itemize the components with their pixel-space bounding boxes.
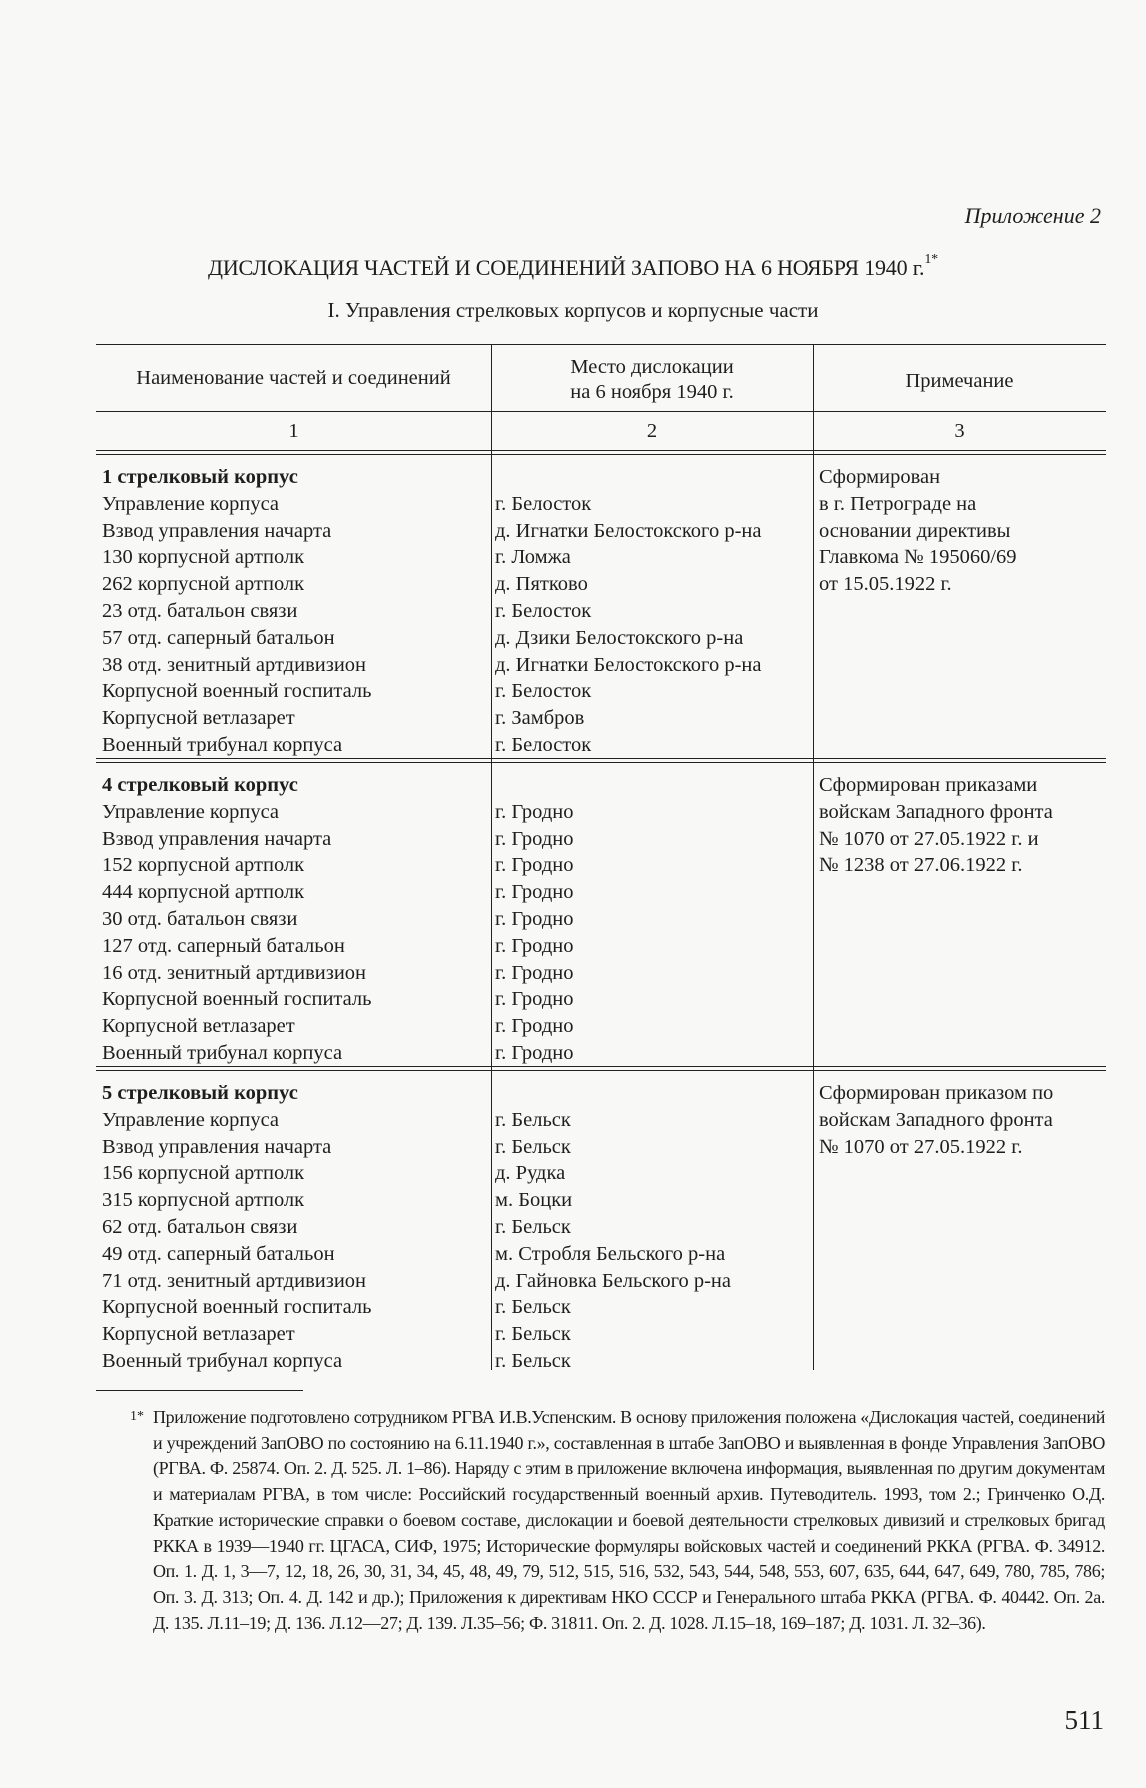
note-line: № 1070 от 27.05.1922 г. и [819,827,1039,850]
note-line: войскам Западного фронта [819,800,1053,823]
unit-location: г. Гродно [495,827,574,850]
unit-location: г. Бельск [495,1135,571,1158]
unit-name: 152 корпусной артполк [102,854,305,877]
unit-name: Военный трибунал корпуса [102,1041,343,1064]
unit-name: 30 отд. батальон связи [102,907,298,930]
note-line: № 1070 от 27.05.1922 г. [819,1135,1023,1158]
unit-location: д. Дзики Белостокского р-на [495,626,744,649]
table-row [96,598,1106,625]
unit-name: 130 корпусной артполк [102,546,305,569]
unit-name: 156 корпусной артполк [102,1162,305,1185]
column-header-name: Наименование частей и соединений [136,367,451,389]
numbers-double-rule [96,450,1106,455]
column-header-location-line2: на 6 ноября 1940 г. [570,381,734,403]
section-title: I. Управления стрелковых корпусов и корпусные части [327,298,819,322]
column-header-location [491,355,813,405]
unit-location: д. Игнатки Белостокского р-на [495,519,762,542]
corps-group [96,772,1106,1067]
unit-location: г. Белосток [495,680,592,703]
header-rule [96,411,1106,412]
unit-name: Взвод управления начарта [102,827,332,850]
unit-location: г. Бельск [495,1296,571,1319]
unit-name: 49 отд. саперный батальон [102,1242,335,1265]
note-line: № 1238 от 27.06.1922 г. [819,854,1023,877]
unit-name: Корпусной военный госпиталь [102,680,372,703]
footnote-mark: 1* [130,1409,144,1424]
unit-location: г. Гродно [495,1041,574,1064]
table-row [96,1348,1106,1375]
table-row [96,879,1106,906]
unit-location: г. Гродно [495,907,574,930]
unit-name: Корпусной ветлазарет [102,707,295,730]
table-row [96,1187,1106,1214]
note-line: в г. Петрограде на [819,492,977,515]
table-row [96,1294,1106,1321]
unit-name: Военный трибунал корпуса [102,1349,343,1372]
column-header-location-line1: Место дислокации [570,356,734,378]
unit-location: г. Бельск [495,1215,571,1238]
unit-location: д. Пятково [495,573,588,596]
table-top-rule [96,344,1106,345]
title-footnote-mark: 1* [924,251,938,267]
corps-group [96,1080,1106,1375]
unit-name: 23 отд. батальон связи [102,599,298,622]
unit-name: 62 отд. батальон связи [102,1215,298,1238]
unit-location: г. Бельск [495,1349,571,1372]
table-row [96,1160,1106,1187]
unit-location: г. Гродно [495,961,574,984]
note-line: основании директивы [819,519,1011,542]
unit-location: г. Гродно [495,934,574,957]
unit-location: г. Гродно [495,854,574,877]
unit-name: 71 отд. зенитный артдивизион [102,1269,367,1292]
note-line: от 15.05.1922 г. [819,573,952,596]
column-header-note: Примечание [905,370,1014,392]
unit-location: г. Гродно [495,800,574,823]
corps-note [819,772,1053,879]
unit-location: г. Белосток [495,599,592,622]
unit-location: г. Гродно [495,1015,574,1038]
unit-location: г. Бельск [495,1108,571,1131]
unit-name: Корпусной военный госпиталь [102,988,372,1011]
corps-group [96,464,1106,759]
corps-note [819,1080,1053,1160]
title-text: ДИСЛОКАЦИЯ ЧАСТЕЙ И СОЕДИНЕНИЙ ЗАПОВО НА 6 НОЯБРЯ 1940 г. [208,255,925,280]
unit-name: 127 отд. саперный батальон [102,934,345,957]
unit-location: г. Ломжа [495,546,571,569]
table-row [96,705,1106,732]
unit-location: д. Гайновка Бельского р-на [495,1269,732,1292]
unit-location: м. Боцки [495,1189,573,1212]
group-divider [96,758,1106,763]
unit-name: 262 корпусной артполк [102,573,305,596]
table-row [96,1321,1106,1348]
unit-name: 57 отд. саперный батальон [102,626,335,649]
unit-name: Корпусной ветлазарет [102,1323,295,1346]
note-line: Сформирован [819,466,941,488]
page-title [0,251,1146,281]
table-row [96,678,1106,705]
unit-name: Управление корпуса [102,492,280,515]
unit-name: 16 отд. зенитный артдивизион [102,961,367,984]
unit-location: г. Белосток [495,733,592,756]
unit-location: г. Гродно [495,881,574,904]
note-line: Сформирован приказами [819,774,1038,796]
unit-location: г. Замбров [495,707,585,730]
unit-location: д. Рудка [495,1162,566,1185]
unit-name: Взвод управления начарта [102,519,332,542]
note-line: войскам Западного фронта [819,1108,1053,1131]
table-row [96,933,1106,960]
unit-name: Корпусной ветлазарет [102,1015,295,1038]
corps-name: 5 стрелковый корпус [102,1082,298,1104]
unit-name: Управление корпуса [102,1108,280,1131]
table-row [96,1214,1106,1241]
unit-name: Корпусной военный госпиталь [102,1296,372,1319]
table-row [96,906,1106,933]
corps-name: 4 стрелковый корпус [102,774,298,796]
corps-note [819,464,1017,598]
table-row [96,732,1106,759]
footnote-text: Приложение подготовлено сотрудником РГВА И.В.Успенским. В основу приложения положена «Дислокация частей, соединений и учреждений ЗапОВО по состоянию на 6.11.1940 г.», составленная в штабе ЗапОВО и выявленная в фонде Управления ЗапОВО (РГВА. Ф. 25874. Оп. 2. Д. 525. Л. 1–86). Наряду с этим в приложение включена информация, выявленная по другим документам и материалам РГВА, в том числе: Российский государственный военный архив. Путеводитель. 1993, том 2.; Гринченко О.Д. Краткие исторические справки о боевом составе, дислокации и боевой деятельности стрелковых дивизий и стрелковых бригад РККА в 1939—1940 гг. ЦГАСА, СИФ, 1975; Исторические формуляры войсковых частей и соединений РККА (РГВА. Ф. 34912. Оп. 1. Д. 1, 3—7, 12, 18, 26, 30, 31, 34, 45, 48, 49, 79, 512, 515, 516, 532, 543, 544, 548, 553, 607, 635, 644, 647, 649, 780, 785, 786; Оп. 3. Д. 313; Оп. 4. Д. 142 и др.); Приложения к директивам НКО СССР и Генерального штаба РККА (РГВА. Ф. 40442. Оп. 2а. Д. 135. Л.11–19; Д. 136. Л.12—27; Д. 139. Л.35–56; Ф. 31811. Оп. 2. Д. 1028. Л.15–18, 169–187; Д. 1031. Л. 32–36). [153,1407,1105,1633]
note-line: Сформирован приказом по [819,1082,1054,1104]
unit-location: г. Белосток [495,492,592,515]
column-number-3: 3 [954,420,965,442]
unit-name: 38 отд. зенитный артдивизион [102,653,367,676]
unit-name: Взвод управления начарта [102,1135,332,1158]
unit-name: 315 корпусной артполк [102,1189,305,1212]
table-row [96,960,1106,987]
unit-name: Управление корпуса [102,800,280,823]
table-row [96,1013,1106,1040]
table-row [96,1268,1106,1295]
appendix-label: Приложение 2 [964,203,1101,228]
unit-location: г. Гродно [495,988,574,1011]
unit-location: м. Стробля Бельского р-на [495,1242,726,1265]
table-row [96,986,1106,1013]
page-number: 511 [1064,1705,1104,1735]
unit-name: 444 корпусной артполк [102,881,305,904]
unit-location: г. Бельск [495,1323,571,1346]
table-row [96,1241,1106,1268]
column-number-1: 1 [288,420,299,442]
table-row [96,652,1106,679]
group-divider [96,1066,1106,1071]
unit-name: Военный трибунал корпуса [102,733,343,756]
column-number-2: 2 [646,420,658,442]
footnote-rule [96,1390,303,1391]
corps-name: 1 стрелковый корпус [102,466,298,488]
table-row [96,625,1106,652]
unit-location: д. Игнатки Белостокского р-на [495,653,762,676]
table-row [96,1040,1106,1067]
note-line: Главкома № 195060/69 [819,546,1017,569]
